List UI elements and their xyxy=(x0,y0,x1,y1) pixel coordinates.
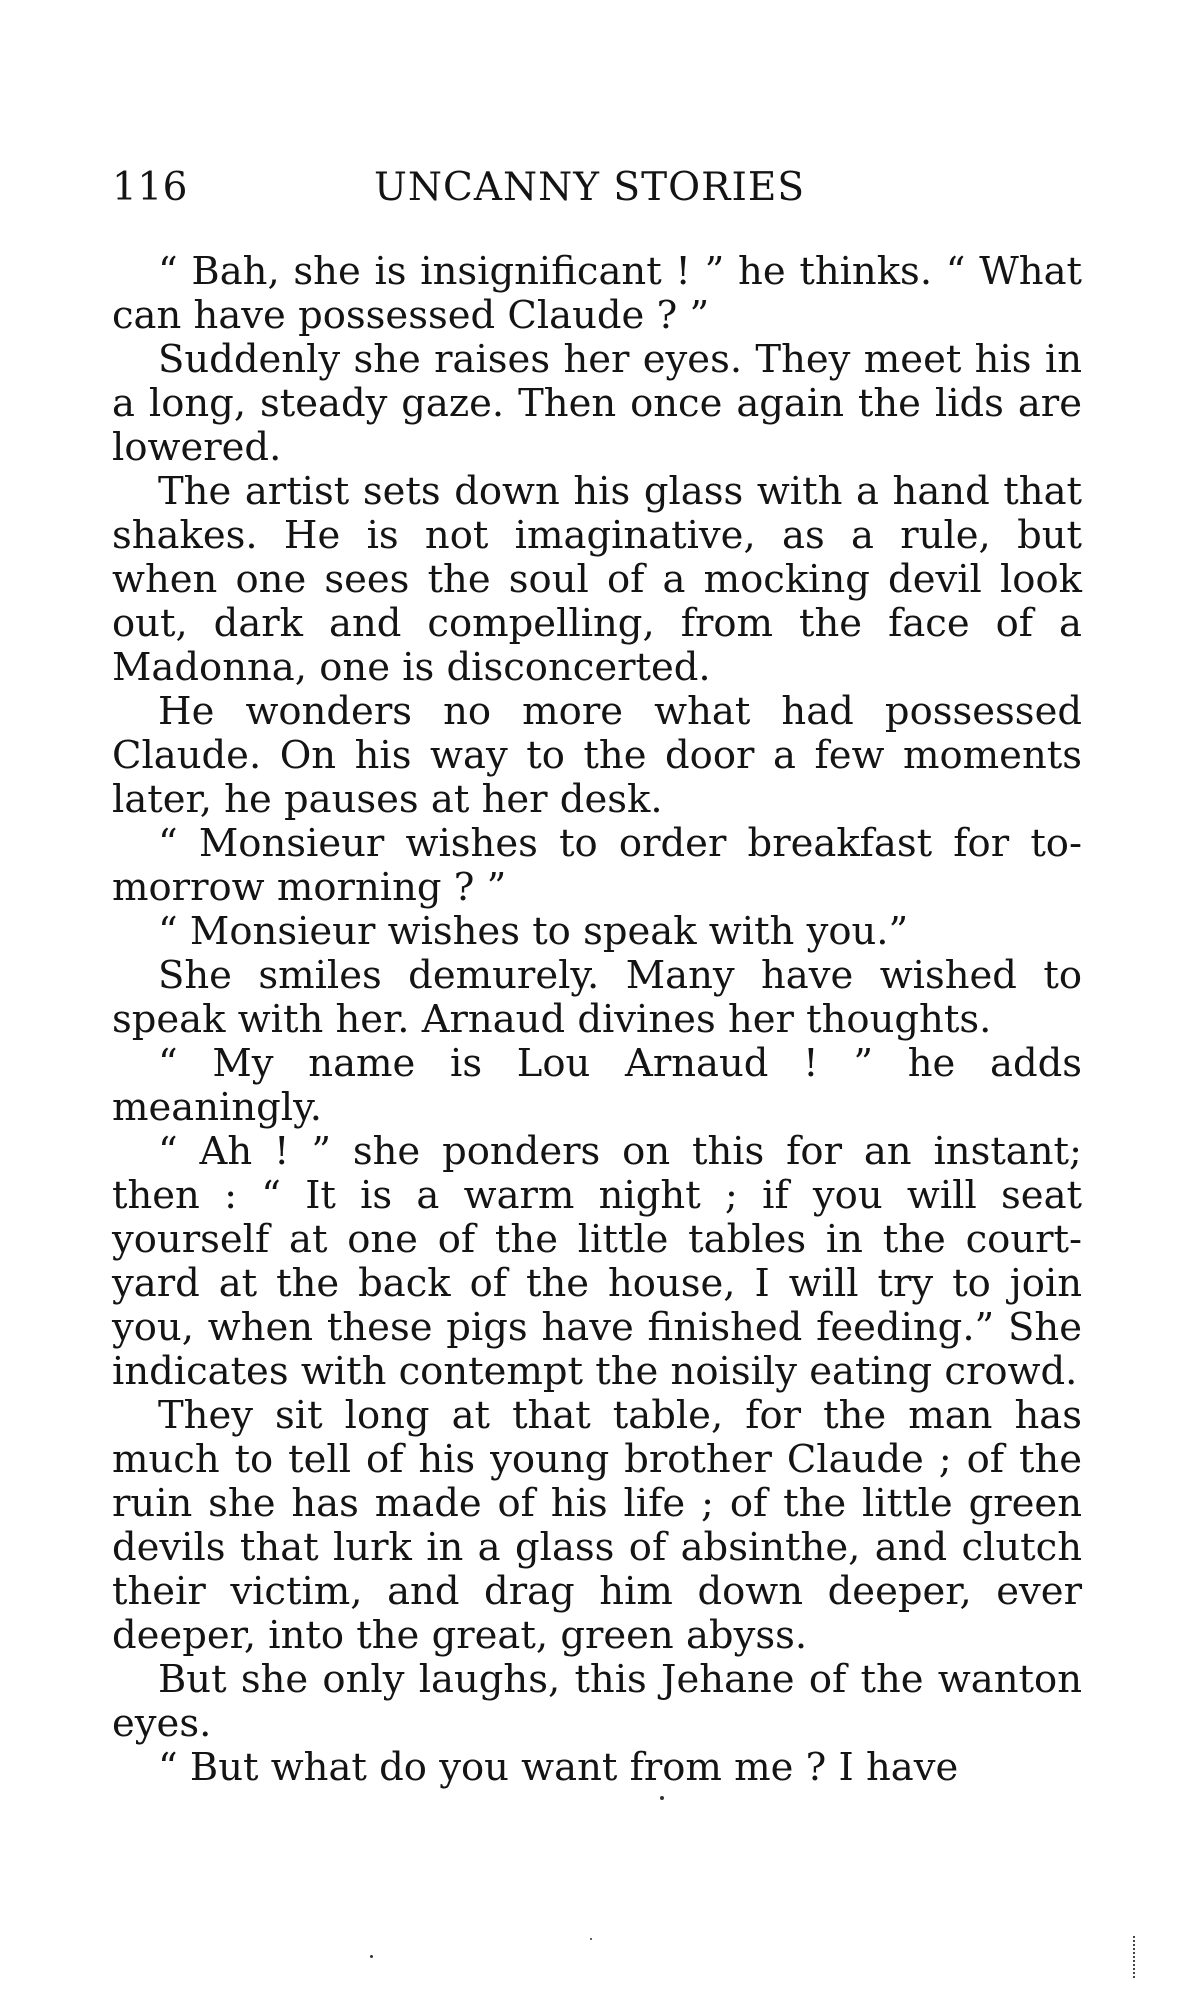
paragraph-5: “ Monsieur wishes to order breakfast for to-morrow morning ? ” xyxy=(112,821,1082,910)
print-speck xyxy=(660,1796,664,1800)
paragraph-4: He wonders no more what had possessed Claude. On his way to the door a few moments later, he pauses at her desk. xyxy=(112,689,1082,822)
paragraph-1: “ Bah, she is insignificant ! ” he thinks. “ What can have possessed Claude ? ” xyxy=(112,249,1082,338)
print-speck xyxy=(370,1955,373,1958)
paragraph-3: The artist sets down his glass with a hand that shakes. He is not imaginative, as a rule, but when one sees the soul of a mocking devil look out, dark and compelling, from the face of a Madonna, one is disconcerted. xyxy=(112,469,1082,690)
running-title: UNCANNY STORIES xyxy=(374,165,806,210)
paragraph-10: They sit long at that table, for the man has much to tell of his young brother Claude ; of the ruin she has made of his life ; of the little green devils that lurk in a glass of absinthe, and clutch their victim, and drag him down deeper, ever deeper, into the great, green abyss. xyxy=(112,1393,1082,1658)
body-text xyxy=(112,250,1082,1790)
scan-edge-mark xyxy=(1133,1936,1143,1978)
paragraph-6: “ Monsieur wishes to speak with you.” xyxy=(158,909,909,954)
paragraph-2: Suddenly she raises her eyes. They meet his in a long, steady gaze. Then once again the lids are lowered. xyxy=(112,337,1082,470)
paragraph-11: But she only laughs, this Jehane of the wanton eyes. xyxy=(112,1657,1082,1746)
running-head xyxy=(112,163,1082,213)
page-number: 116 xyxy=(112,165,188,210)
print-speck xyxy=(590,1938,592,1940)
paragraph-9: “ Ah ! ” she ponders on this for an instant; then : “ It is a warm night ; if you will seat yourself at one of the little tables in the court-yard at the back of the house, I will try to join you, when these pigs have finished feeding.” She indicates with contempt the noisily eating crowd. xyxy=(112,1129,1082,1394)
paragraph-12: “ But what do you want from me ? I have xyxy=(158,1745,959,1790)
paragraph-7: She smiles demurely. Many have wished to speak with her. Arnaud divines her thoughts. xyxy=(112,953,1082,1042)
paragraph-8: “ My name is Lou Arnaud ! ” he adds meaningly. xyxy=(112,1041,1082,1130)
